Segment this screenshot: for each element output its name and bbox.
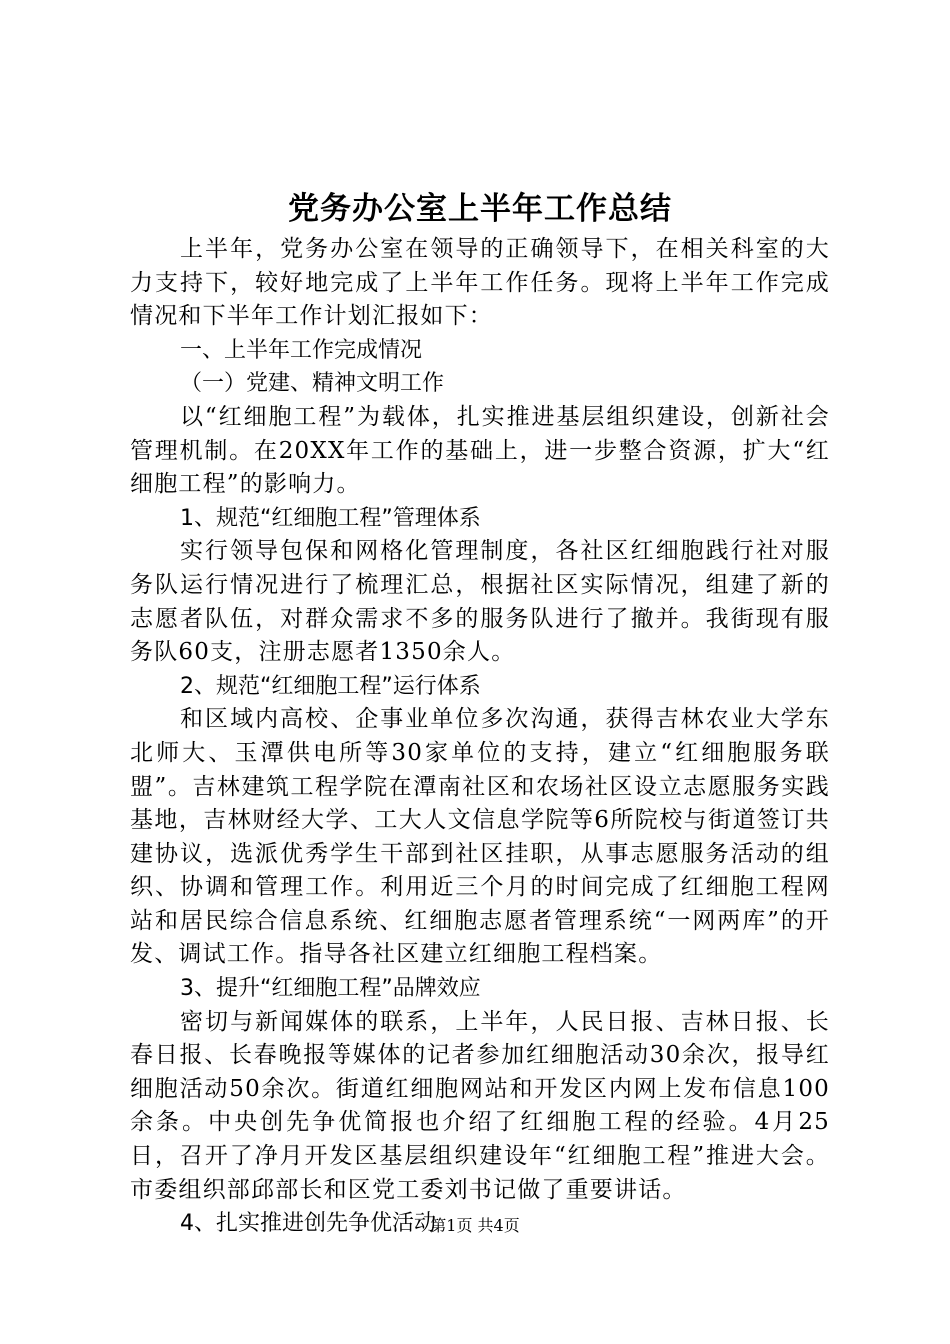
section-heading: （一）党建、精神文明工作 — [180, 371, 445, 397]
document-body — [130, 233, 830, 1241]
document-title: 党务办公室上半年工作总结 — [288, 191, 672, 227]
document-page — [130, 185, 830, 1241]
section-heading: 2、规范“红细胞工程”运行体系 — [180, 673, 481, 699]
section-heading: 3、提升“红细胞工程”品牌效应 — [180, 976, 481, 1002]
body-paragraph: 密切与新闻媒体的联系，上半年，人民日报、吉林日报、长春日报、长春晚报等媒体的记者参加红细胞活动30余次，报导红细胞活动50余次。街道红细胞网站和开发区内网上发布信息100余条。中央创先争优简报也介绍了红细胞工程的经验。4月25日，召开了净月开发区基层组织建设年“红细胞工程”推进大会。市委组织部邱部长和区党工委刘书记做了重要讲话。 — [130, 1008, 830, 1203]
body-paragraph: 和区域内高校、企事业单位多次沟通，获得吉林农业大学东北师大、玉潭供电所等30家单位的支持，建立“红细胞服务联盟”。吉林建筑工程学院在潭南社区和农场社区设立志愿服务实践基地，吉林财经大学、工大人文信息学院等6所院校与街道签订共建协议，选派优秀学生干部到社区挂职，从事志愿服务活动的组织、协调和管理工作。利用近三个月的时间完成了红细胞工程网站和居民综合信息系统、红细胞志愿者管理系统“一网两库”的开发、调试工作。指导各社区建立红细胞工程档案。 — [130, 706, 830, 968]
body-paragraph: 以“红细胞工程”为载体，扎实推进基层组织建设，创新社会管理机制。在20XX年工作的基础上，进一步整合资源，扩大“红细胞工程”的影响力。 — [130, 403, 830, 498]
page-number-footer: 第1页 共4页 — [430, 1216, 520, 1235]
section-heading: 一、上半年工作完成情况 — [180, 337, 423, 363]
body-paragraph: 实行领导包保和网格化管理制度，各社区红细胞践行社对服务队运行情况进行了梳理汇总，根据社区实际情况，组建了新的志愿者队伍，对群众需求不多的服务队进行了撤并。我街现有服务队60支，注册志愿者1350余人。 — [130, 538, 830, 666]
body-paragraph: 上半年，党务办公室在领导的正确领导下，在相关科室的大力支持下，较好地完成了上半年工作任务。现将上半年工作完成情况和下半年工作计划汇报如下： — [130, 236, 830, 330]
section-heading: 1、规范“红细胞工程”管理体系 — [180, 505, 481, 531]
section-heading: 4、扎实推进创先争优活动 — [180, 1211, 436, 1237]
